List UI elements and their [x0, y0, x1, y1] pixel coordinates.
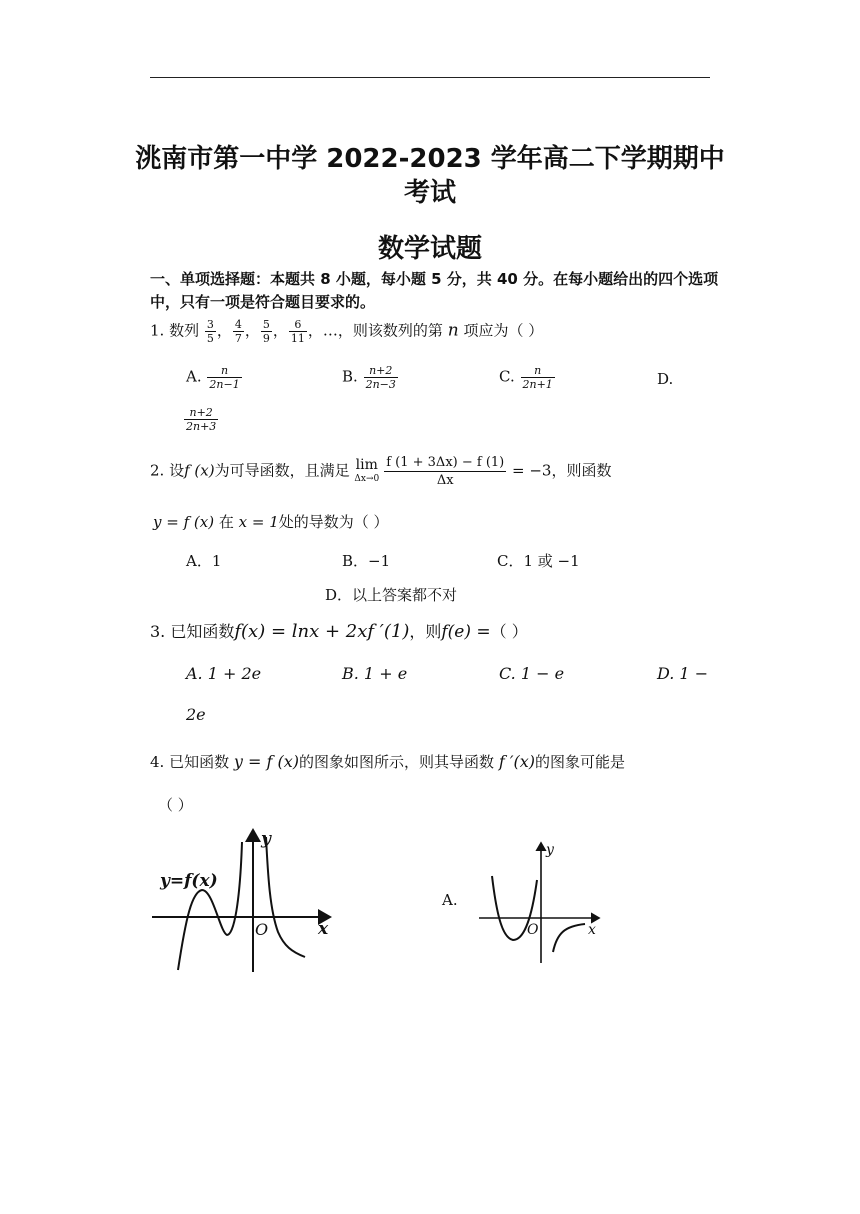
origin-label: O — [255, 920, 269, 939]
y-axis-label: y — [261, 829, 271, 849]
question-1: 1. 数列 $\frac{3}{5}$ ， $\frac{4}{7}$ ， $\frac{5}{9}$ ， $\frac{6}{11}$ ，…，则该数列的第 n 项应为（ ） — [150, 318, 544, 345]
q2-option-a: A．1 — [186, 552, 222, 570]
origin-label: O — [527, 922, 539, 938]
curve-label: y=f(x) — [160, 871, 218, 891]
q2-option-c: C．1 或 −1 — [497, 552, 580, 570]
q1-option-d: $\frac{n+2}{2n+3}$ — [186, 406, 217, 433]
q4-paren: （ ） — [158, 796, 193, 814]
curve-right — [266, 837, 305, 957]
question-2-line2: y = f (x) 在 x = 1处的导数为（ ） — [153, 513, 389, 531]
q1-fraction: $\frac{5}{9}$ — [262, 318, 270, 345]
q1-option-c: C. $\frac{n}{2n+1}$ — [499, 364, 553, 391]
q1-option-d-label: D. — [657, 370, 674, 388]
header-rule — [150, 77, 710, 78]
section-heading: 一、单项选择题：本题共 8 小题，每小题 5 分，共 40 分。在每小题给出的四个选项中，只有一项是符合题目要求的。 — [150, 270, 719, 311]
curve-right — [553, 924, 585, 952]
q1-option-b: B. $\frac{n+2}{2n-3}$ — [342, 364, 396, 391]
q1-fraction: $\frac{6}{11}$ — [290, 318, 305, 345]
x-axis-label: x — [318, 919, 329, 939]
q3-option-d: D. 1 − — [657, 664, 709, 683]
q3-option-b: B. 1 + e — [342, 664, 408, 683]
q1-option-a: A. $\frac{n}{2n-1}$ — [186, 364, 240, 391]
question-3: 3. 已知函数f(x) = lnx + 2xf ′(1)，则f(e) =（ ） — [150, 621, 528, 642]
question-4: 4. 已知函数 y = f (x)的图象如图所示，则其导函数 f ′(x)的图象可能是 — [150, 752, 625, 771]
q3-option-d-cont: 2e — [186, 705, 206, 724]
q3-option-a: A. 1 + 2e — [186, 664, 262, 683]
q2-option-b: B．−1 — [342, 552, 391, 570]
function-graph — [150, 822, 340, 977]
curve-left — [178, 842, 242, 970]
page-title-line2: 考试 — [403, 178, 456, 208]
y-axis-label: y — [546, 842, 554, 858]
q2-option-d: D．以上答案都不对 — [325, 586, 458, 604]
q1-prefix: 1. 数列 — [150, 321, 200, 340]
x-axis-label: x — [588, 922, 596, 938]
option-a-graph — [475, 838, 605, 968]
q3-option-c: C. 1 − e — [499, 664, 565, 683]
q4-option-a-label: A. — [442, 891, 458, 909]
q1-fraction: $\frac{3}{5}$ — [206, 318, 214, 345]
q1-fraction: $\frac{4}{7}$ — [234, 318, 242, 345]
question-2: 2. 设f (x)为可导函数，且满足 lim Δx→0 $\frac{f (1 + 3\Delta x) - f (1)}{\Delta x}$ = −3，则函数 — [150, 455, 612, 488]
page-title: 洮南市第一中学 2022-2023 学年高二下学期期中 — [135, 144, 725, 174]
subject-title: 数学试题 — [377, 234, 482, 264]
